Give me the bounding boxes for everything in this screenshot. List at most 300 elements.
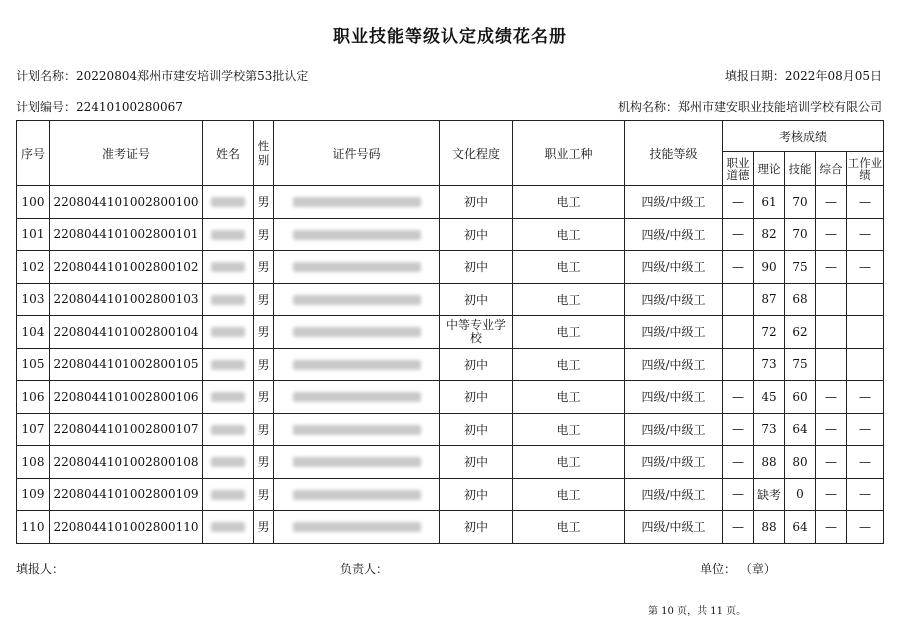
- cell-occupation: [513, 348, 625, 381]
- document-title: 职业技能等级认定成绩花名册: [333, 27, 567, 47]
- cell-seq: [17, 511, 50, 544]
- cell-theory-text: 82: [761, 227, 777, 242]
- cell-skill-level: [625, 413, 723, 446]
- cell-gender: [254, 251, 274, 284]
- cell-occupation: [513, 446, 625, 479]
- header-occupation: 职业工种: [513, 121, 625, 186]
- cell-seq: [17, 381, 50, 414]
- cell-education-text: 初中: [463, 357, 488, 372]
- cell-skill-text: 70: [792, 227, 808, 242]
- cell-skill: [785, 186, 816, 219]
- cell-occupation-text: 电工: [556, 325, 581, 340]
- cell-exam-no-text: 2208044101002800107: [53, 422, 199, 437]
- cell-overall-text: —: [825, 194, 837, 209]
- cell-name-redacted: [203, 348, 254, 381]
- cell-skill: [785, 283, 816, 316]
- redacted-block: [211, 490, 245, 500]
- cell-skill-level: [625, 446, 723, 479]
- plan-no-value: 22410100280067: [76, 100, 183, 114]
- cell-skill-text: 70: [792, 194, 808, 209]
- cell-id-redacted: [274, 316, 440, 349]
- header-skill-level: 技能等级: [625, 121, 723, 186]
- cell-education: [440, 316, 513, 349]
- cell-seq: [17, 348, 50, 381]
- plan-no-line: [16, 98, 183, 115]
- org-name-value: 郑州市建安职业技能培训学校有限公司: [677, 100, 882, 114]
- cell-exam-no: [50, 283, 203, 316]
- cell-ethics: [723, 381, 754, 414]
- redacted-block: [211, 295, 245, 305]
- cell-theory: [754, 446, 785, 479]
- redacted-block: [293, 392, 421, 402]
- cell-exam-no: [50, 218, 203, 251]
- cell-gender-text: 男: [257, 487, 270, 502]
- cell-overall-text: —: [825, 519, 837, 534]
- cell-occupation-text: 电工: [556, 455, 581, 470]
- cell-seq-text: 107: [21, 422, 45, 437]
- cell-theory-text: 90: [761, 259, 777, 274]
- cell-theory: [754, 478, 785, 511]
- cell-exam-no: [50, 251, 203, 284]
- cell-education: [440, 478, 513, 511]
- cell-theory: [754, 381, 785, 414]
- score-roster-table: [16, 120, 884, 544]
- redacted-block: [211, 522, 245, 532]
- cell-skill-text: 75: [792, 357, 808, 372]
- cell-education-text: 初中: [463, 227, 488, 242]
- cell-ethics-text: —: [732, 454, 744, 469]
- table-row: [17, 446, 884, 479]
- cell-work-record: [847, 413, 884, 446]
- table-row: [17, 413, 884, 446]
- redacted-block: [211, 425, 245, 435]
- table-row: [17, 283, 884, 316]
- cell-seq-text: 106: [21, 389, 45, 404]
- cell-education: [440, 348, 513, 381]
- cell-name-redacted: [203, 511, 254, 544]
- cell-exam-no: [50, 478, 203, 511]
- cell-ethics-text: —: [732, 227, 744, 242]
- cell-skill-text: 64: [792, 422, 808, 437]
- cell-work-record-text: —: [859, 519, 872, 534]
- cell-skill-level-text: 四级/中级工: [641, 227, 706, 242]
- cell-overall: [816, 511, 847, 544]
- cell-exam-no-text: 2208044101002800105: [53, 357, 199, 372]
- cell-occupation: [513, 381, 625, 414]
- cell-theory-text: 88: [761, 519, 777, 534]
- cell-skill: [785, 413, 816, 446]
- header-education: 文化程度: [440, 121, 513, 186]
- cell-skill-level: [625, 511, 723, 544]
- cell-occupation-text: 电工: [556, 520, 581, 535]
- cell-seq-text: 110: [21, 519, 45, 534]
- cell-name-redacted: [203, 186, 254, 219]
- header-gender: 性别: [254, 121, 274, 186]
- cell-exam-no: [50, 446, 203, 479]
- cell-exam-no-text: 2208044101002800108: [53, 454, 199, 469]
- cell-theory: [754, 218, 785, 251]
- cell-exam-no-text: 2208044101002800104: [53, 324, 199, 339]
- cell-ethics: [723, 218, 754, 251]
- unit-label: 单位： （章）: [700, 562, 776, 576]
- cell-skill-level-text: 四级/中级工: [641, 195, 706, 210]
- cell-work-record-text: —: [859, 422, 872, 437]
- table-row: [17, 218, 884, 251]
- cell-gender-text: 男: [257, 422, 270, 437]
- cell-ethics: [723, 283, 754, 316]
- cell-education-text: 初中: [463, 292, 488, 307]
- cell-id-redacted: [274, 381, 440, 414]
- filler-label: 填报人：: [16, 562, 65, 576]
- cell-seq: [17, 283, 50, 316]
- redacted-block: [293, 522, 421, 532]
- cell-overall: [816, 283, 847, 316]
- cell-exam-no-text: 2208044101002800102: [53, 259, 199, 274]
- cell-ethics: [723, 413, 754, 446]
- cell-seq: [17, 478, 50, 511]
- cell-education-text: 初中: [463, 487, 488, 502]
- redacted-block: [293, 262, 421, 272]
- cell-education-text: 中等专业学校: [445, 317, 506, 345]
- cell-skill-level-text: 四级/中级工: [641, 292, 706, 307]
- cell-exam-no-text: 2208044101002800101: [53, 227, 199, 242]
- cell-occupation: [513, 186, 625, 219]
- cell-ethics-text: —: [732, 519, 744, 534]
- cell-skill-text: 68: [792, 292, 808, 307]
- cell-exam-no-text: 2208044101002800106: [53, 389, 199, 404]
- header-theory: 理论: [754, 152, 785, 186]
- cell-theory: [754, 511, 785, 544]
- cell-seq-text: 103: [21, 292, 45, 307]
- fill-date-label: 填报日期：: [724, 69, 785, 83]
- cell-skill-level-text: 四级/中级工: [641, 487, 706, 502]
- cell-overall-text: —: [825, 259, 837, 274]
- fill-date-line: [725, 67, 882, 84]
- table-row: [17, 348, 884, 381]
- cell-overall-text: —: [825, 422, 837, 437]
- plan-name-line: [16, 67, 308, 84]
- redacted-block: [293, 490, 421, 500]
- cell-overall: [816, 186, 847, 219]
- cell-gender-text: 男: [257, 195, 270, 210]
- cell-id-redacted: [274, 478, 440, 511]
- header-overall: 综合: [816, 152, 847, 186]
- cell-work-record-text: —: [859, 389, 872, 404]
- cell-theory-text: 87: [761, 292, 777, 307]
- cell-occupation: [513, 478, 625, 511]
- cell-exam-no-text: 2208044101002800110: [53, 519, 199, 534]
- table-row: [17, 316, 884, 349]
- cell-skill-level-text: 四级/中级工: [641, 357, 706, 372]
- cell-skill-text: 62: [792, 324, 808, 339]
- cell-gender-text: 男: [257, 520, 270, 535]
- header-ethics: 职业道德: [723, 152, 754, 186]
- cell-overall: [816, 218, 847, 251]
- cell-education: [440, 446, 513, 479]
- cell-seq-text: 100: [21, 194, 45, 209]
- cell-occupation-text: 电工: [556, 422, 581, 437]
- cell-name-redacted: [203, 283, 254, 316]
- cell-skill: [785, 316, 816, 349]
- cell-work-record: [847, 511, 884, 544]
- cell-occupation-text: 电工: [556, 390, 581, 405]
- cell-seq-text: 101: [21, 227, 45, 242]
- cell-occupation: [513, 413, 625, 446]
- header-skill: 技能: [785, 152, 816, 186]
- cell-seq: [17, 446, 50, 479]
- cell-gender-text: 男: [257, 260, 270, 275]
- cell-name-redacted: [203, 413, 254, 446]
- plan-name-label: 计划名称：: [16, 69, 77, 83]
- redacted-block: [211, 262, 245, 272]
- cell-gender: [254, 511, 274, 544]
- cell-education-text: 初中: [463, 520, 488, 535]
- cell-work-record: [847, 218, 884, 251]
- cell-id-redacted: [274, 511, 440, 544]
- redacted-block: [211, 360, 245, 370]
- cell-seq-text: 105: [21, 357, 45, 372]
- cell-education-text: 初中: [463, 260, 488, 275]
- cell-theory: [754, 251, 785, 284]
- cell-work-record-text: —: [859, 454, 872, 469]
- cell-theory-text: 73: [761, 422, 777, 437]
- cell-seq-text: 108: [21, 454, 45, 469]
- cell-work-record: [847, 283, 884, 316]
- cell-seq: [17, 413, 50, 446]
- cell-exam-no-text: 2208044101002800109: [53, 487, 199, 502]
- cell-ethics-text: —: [732, 389, 744, 404]
- cell-gender: [254, 316, 274, 349]
- cell-theory-text: 73: [761, 357, 777, 372]
- cell-occupation-text: 电工: [556, 227, 581, 242]
- cell-gender: [254, 478, 274, 511]
- cell-skill-level-text: 四级/中级工: [641, 520, 706, 535]
- cell-overall-text: —: [825, 389, 837, 404]
- cell-overall: [816, 251, 847, 284]
- cell-work-record-text: —: [859, 487, 872, 502]
- cell-name-redacted: [203, 478, 254, 511]
- cell-work-record: [847, 348, 884, 381]
- cell-skill-level: [625, 478, 723, 511]
- cell-id-redacted: [274, 446, 440, 479]
- cell-seq-text: 102: [21, 259, 45, 274]
- cell-name-redacted: [203, 218, 254, 251]
- cell-education: [440, 251, 513, 284]
- cell-work-record: [847, 478, 884, 511]
- cell-seq: [17, 251, 50, 284]
- cell-skill: [785, 381, 816, 414]
- cell-skill-text: 80: [792, 454, 808, 469]
- cell-ethics: [723, 316, 754, 349]
- table-body: [17, 186, 884, 544]
- header-seq: 序号: [17, 121, 50, 186]
- cell-exam-no-text: 220804410100280010​0: [53, 194, 199, 209]
- cell-seq-text: 109: [21, 487, 45, 502]
- cell-work-record: [847, 446, 884, 479]
- org-name-line: [618, 98, 882, 115]
- cell-ethics: [723, 251, 754, 284]
- cell-skill-level-text: 四级/中级工: [641, 325, 706, 340]
- cell-skill-level-text: 四级/中级工: [641, 422, 706, 437]
- redacted-block: [293, 295, 421, 305]
- cell-ethics: [723, 478, 754, 511]
- cell-skill-text: 60: [792, 389, 808, 404]
- cell-skill-text: 75: [792, 259, 808, 274]
- cell-work-record: [847, 251, 884, 284]
- cell-work-record: [847, 316, 884, 349]
- cell-id-redacted: [274, 348, 440, 381]
- cell-theory: [754, 186, 785, 219]
- cell-work-record-text: —: [859, 194, 872, 209]
- cell-overall: [816, 446, 847, 479]
- cell-work-record: [847, 381, 884, 414]
- cell-education-text: 初中: [463, 195, 488, 210]
- table-row: [17, 381, 884, 414]
- cell-education-text: 初中: [463, 422, 488, 437]
- header-scores-group: 考核成绩: [723, 121, 884, 152]
- redacted-block: [293, 230, 421, 240]
- redacted-block: [293, 425, 421, 435]
- cell-gender-text: 男: [257, 390, 270, 405]
- cell-name-redacted: [203, 251, 254, 284]
- cell-theory: [754, 413, 785, 446]
- cell-gender: [254, 218, 274, 251]
- cell-overall: [816, 348, 847, 381]
- cell-occupation-text: 电工: [556, 292, 581, 307]
- cell-ethics-text: —: [732, 487, 744, 502]
- cell-skill-level: [625, 283, 723, 316]
- cell-theory: [754, 283, 785, 316]
- cell-skill-level: [625, 381, 723, 414]
- cell-id-redacted: [274, 251, 440, 284]
- cell-gender-text: 男: [257, 292, 270, 307]
- cell-education: [440, 511, 513, 544]
- cell-occupation: [513, 218, 625, 251]
- cell-gender: [254, 381, 274, 414]
- cell-exam-no: [50, 316, 203, 349]
- cell-skill-level: [625, 348, 723, 381]
- cell-exam-no: [50, 381, 203, 414]
- cell-skill-level-text: 四级/中级工: [641, 260, 706, 275]
- cell-education: [440, 413, 513, 446]
- cell-skill: [785, 348, 816, 381]
- cell-gender-text: 男: [257, 325, 270, 340]
- cell-theory-text: 88: [761, 454, 777, 469]
- cell-gender-text: 男: [257, 357, 270, 372]
- cell-overall: [816, 413, 847, 446]
- cell-ethics-text: —: [732, 194, 744, 209]
- fill-date-value: 2022年08月05日: [784, 69, 882, 83]
- cell-gender: [254, 186, 274, 219]
- cell-gender: [254, 348, 274, 381]
- redacted-block: [211, 230, 245, 240]
- cell-education-text: 初中: [463, 390, 488, 405]
- cell-seq: [17, 316, 50, 349]
- cell-theory-text: 72: [761, 324, 777, 339]
- header-name: 姓名: [203, 121, 254, 186]
- cell-seq-text: 104: [21, 324, 45, 339]
- cell-ethics: [723, 348, 754, 381]
- cell-overall-text: —: [825, 487, 837, 502]
- cell-occupation: [513, 511, 625, 544]
- cell-work-record-text: —: [859, 227, 872, 242]
- cell-name-redacted: [203, 446, 254, 479]
- responsible-label: 负责人：: [340, 562, 389, 576]
- cell-education: [440, 186, 513, 219]
- redacted-block: [293, 457, 421, 467]
- cell-gender: [254, 413, 274, 446]
- cell-ethics: [723, 511, 754, 544]
- cell-skill-level: [625, 218, 723, 251]
- cell-id-redacted: [274, 283, 440, 316]
- redacted-block: [211, 327, 245, 337]
- table-header: [17, 121, 884, 186]
- header-work-record: 工作业绩: [847, 152, 884, 186]
- cell-exam-no: [50, 348, 203, 381]
- cell-overall-text: —: [825, 227, 837, 242]
- redacted-block: [211, 392, 245, 402]
- plan-no-label: 计划编号：: [16, 100, 77, 114]
- redacted-block: [293, 327, 421, 337]
- cell-skill: [785, 446, 816, 479]
- cell-occupation: [513, 251, 625, 284]
- org-label: 机构名称：: [617, 100, 678, 114]
- redacted-block: [211, 197, 245, 207]
- cell-work-record-text: —: [859, 259, 872, 274]
- table-row: [17, 186, 884, 219]
- cell-occupation-text: 电工: [556, 357, 581, 372]
- cell-skill-level-text: 四级/中级工: [641, 390, 706, 405]
- table-row: [17, 251, 884, 284]
- cell-skill: [785, 511, 816, 544]
- table-row: [17, 511, 884, 544]
- cell-overall: [816, 478, 847, 511]
- cell-ethics-text: —: [732, 259, 744, 274]
- header-id-no: 证件号码: [274, 121, 440, 186]
- cell-theory-text: 45: [761, 389, 777, 404]
- cell-occupation: [513, 316, 625, 349]
- cell-gender-text: 男: [257, 227, 270, 242]
- cell-exam-no: [50, 413, 203, 446]
- cell-skill-level: [625, 186, 723, 219]
- cell-skill: [785, 478, 816, 511]
- cell-gender-text: 男: [257, 455, 270, 470]
- cell-skill-text: 64: [792, 519, 808, 534]
- cell-gender: [254, 283, 274, 316]
- cell-skill-text: 0: [796, 487, 804, 502]
- cell-ethics: [723, 446, 754, 479]
- cell-theory: [754, 316, 785, 349]
- table-row: [17, 478, 884, 511]
- cell-overall: [816, 316, 847, 349]
- cell-exam-no-text: 2208044101002800103: [53, 292, 199, 307]
- cell-exam-no: [50, 511, 203, 544]
- header-exam-no: 准考证号: [50, 121, 203, 186]
- cell-id-redacted: [274, 218, 440, 251]
- cell-name-redacted: [203, 381, 254, 414]
- cell-education: [440, 381, 513, 414]
- cell-gender: [254, 446, 274, 479]
- cell-skill: [785, 218, 816, 251]
- cell-exam-no: [50, 186, 203, 219]
- cell-occupation: [513, 283, 625, 316]
- cell-education: [440, 283, 513, 316]
- cell-theory: [754, 348, 785, 381]
- cell-skill-level-text: 四级/中级工: [641, 455, 706, 470]
- cell-occupation-text: 电工: [556, 487, 581, 502]
- redacted-block: [211, 457, 245, 467]
- cell-overall-text: —: [825, 454, 837, 469]
